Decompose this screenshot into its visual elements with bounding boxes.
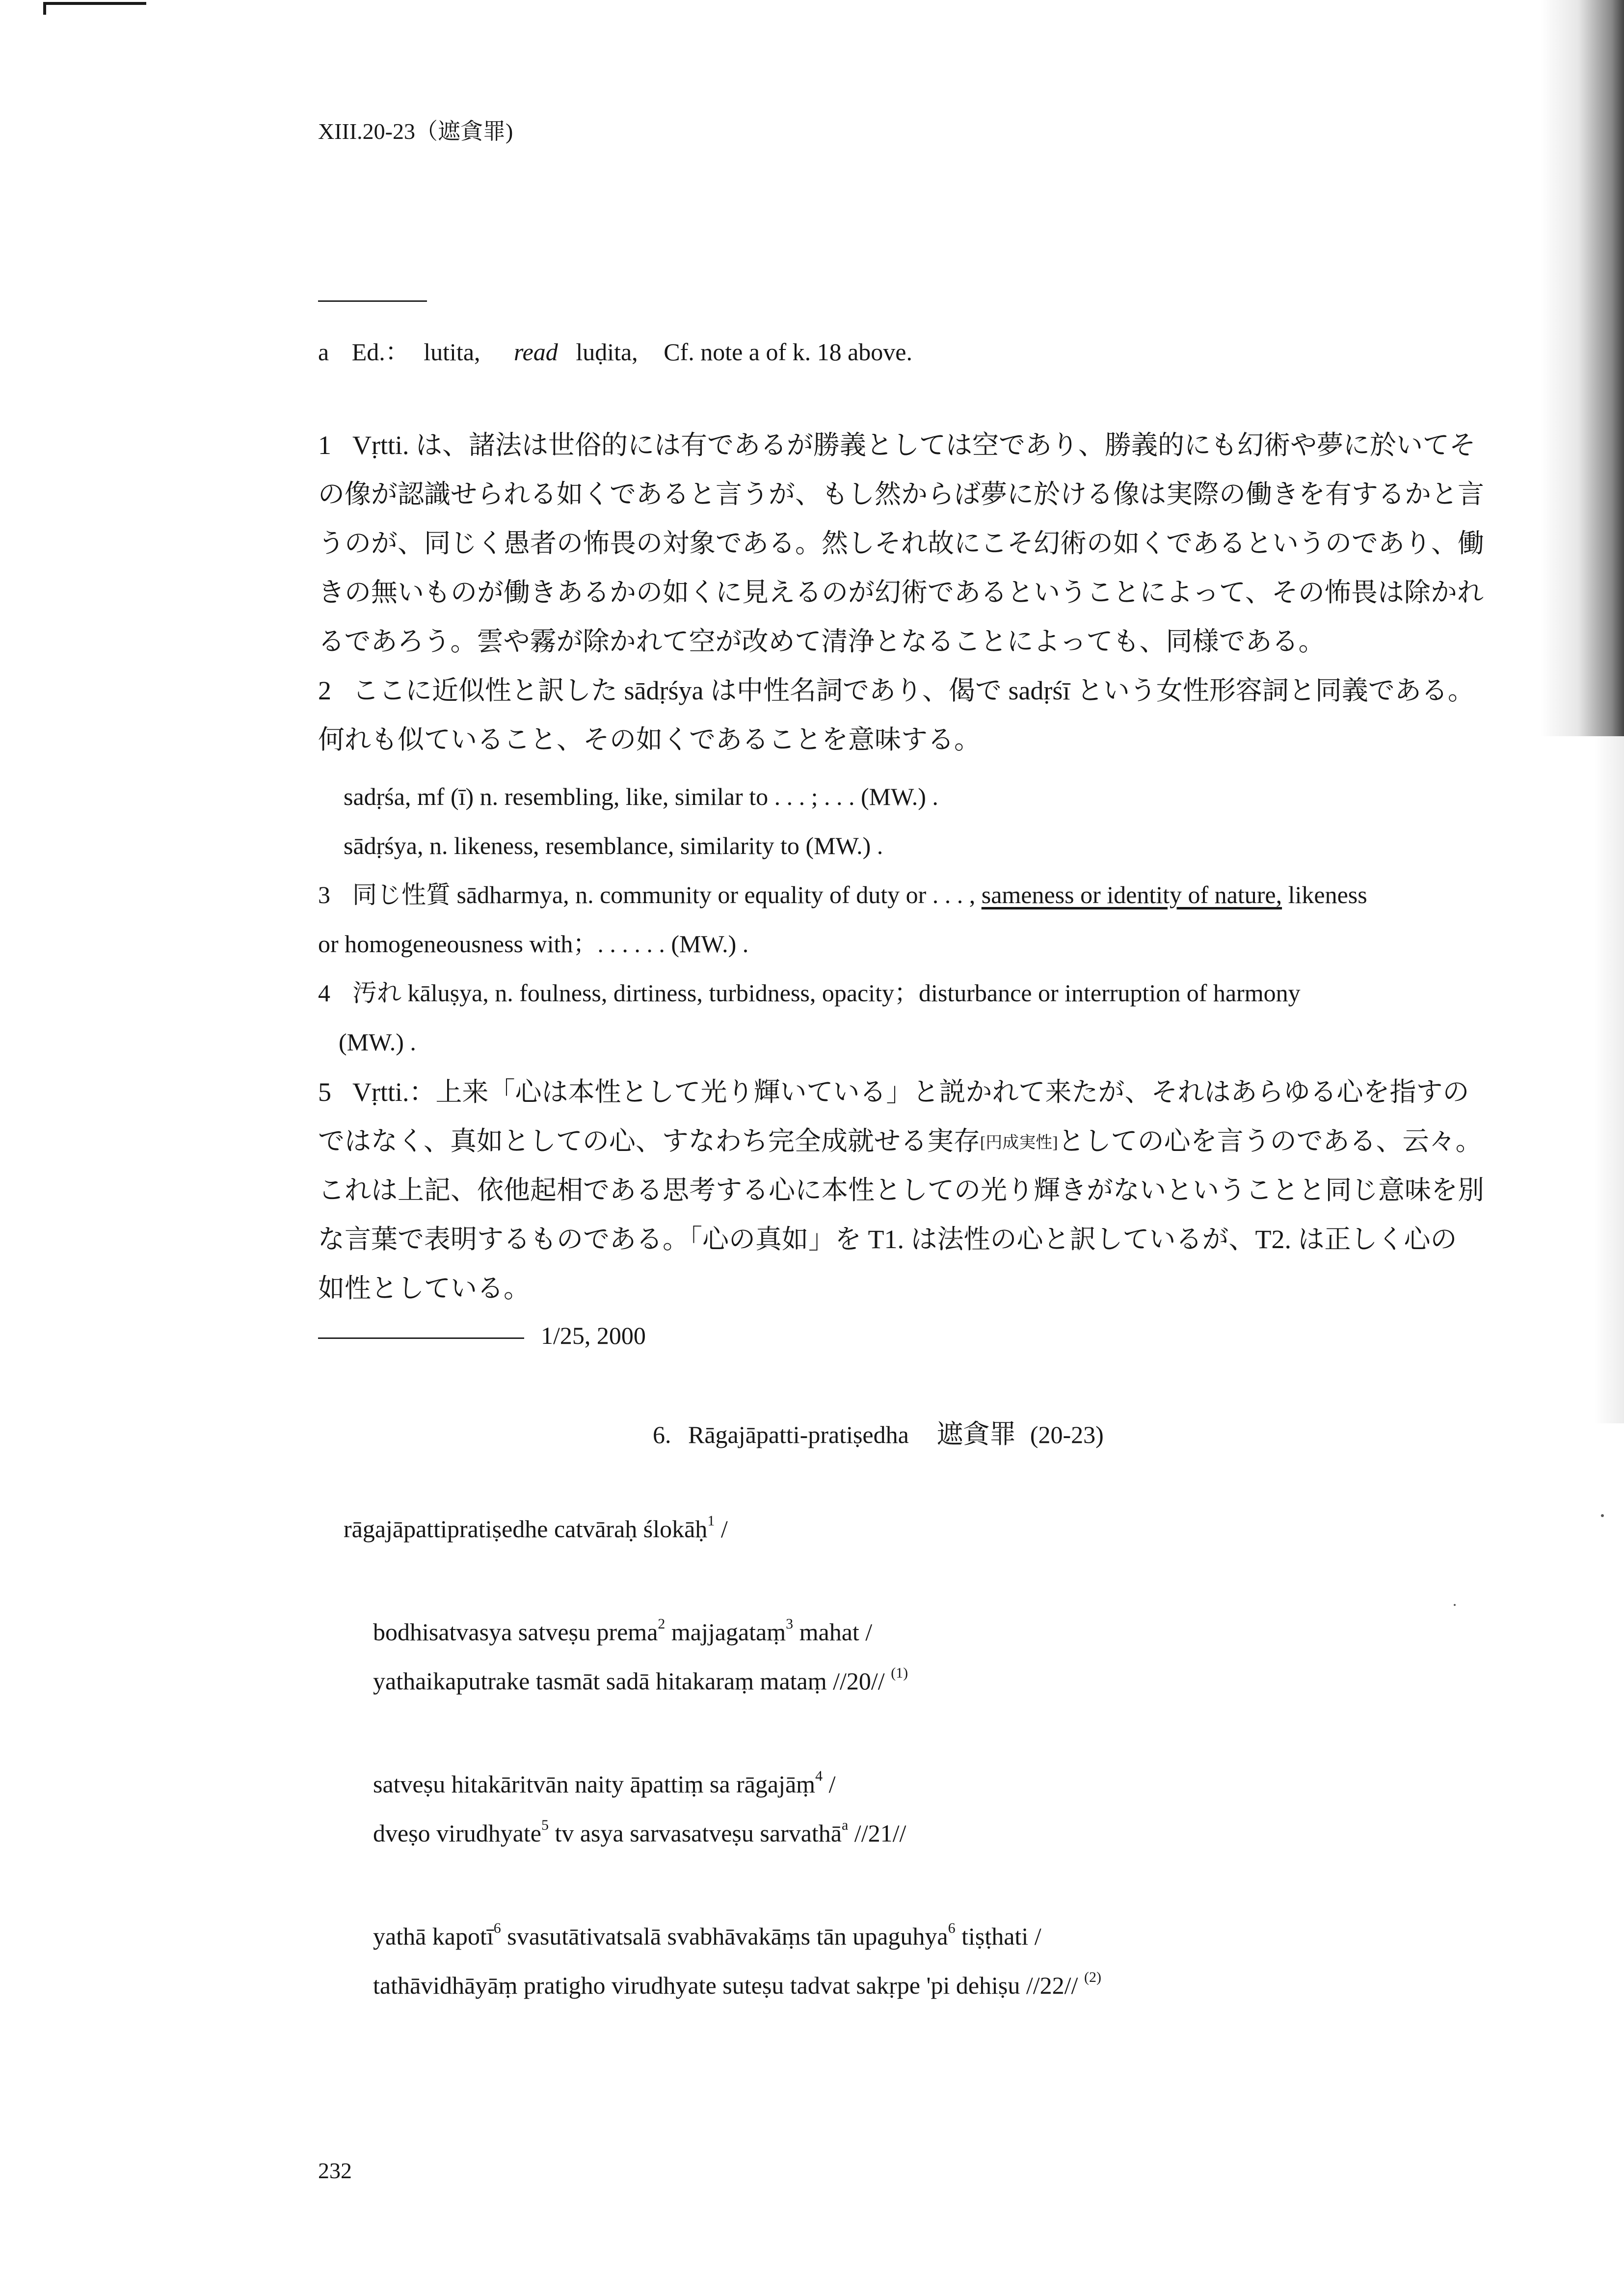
- page-number: 232: [318, 2158, 352, 2183]
- verse-note-ref: (1): [891, 1665, 908, 1681]
- note-word-ludita: luḍita,: [576, 338, 638, 366]
- intro-text: rāgajāpattipratiṣedhe catvāraḥ ślokāḥ: [344, 1515, 708, 1543]
- section-title: Rāgajāpatti-pratiṣedha: [688, 1421, 909, 1448]
- note-2-line: ここに近似性と訳した sādṛśya は中性名詞であり、偈で sadṛśī という女性形容詞と同義である。: [352, 676, 1474, 705]
- verse-text: mahat /: [793, 1618, 873, 1646]
- note-1-line: Vṛtti. は、諸法は世俗的には有であるが勝義としては空であり、勝義的にも幻術や夢に於いてそ: [352, 430, 1476, 460]
- verse-21-line-1: [373, 1768, 836, 1798]
- corner-scan-mark: [43, 2, 146, 5]
- note-3-underlined-phrase: sameness or identity of nature,: [981, 881, 1282, 908]
- note-1-line: うのが、同じく愚者の怖畏の対象である。然しそれ故にこそ幻術の如くであるというのであり、働: [318, 529, 1484, 558]
- note-5-line: Vṛtti.：上来「心は本性として光り輝いている」と説かれて来たが、それはあらゆる心を指すの: [352, 1077, 1469, 1107]
- scan-speck: [1601, 1514, 1604, 1517]
- verse-text: tiṣṭhati /: [955, 1922, 1041, 1950]
- editorial-note-a: [318, 340, 912, 364]
- verse-text: majjagataṃ: [665, 1618, 786, 1646]
- note-word-lutita: lutita,: [424, 338, 480, 366]
- footnote-ref: 5: [541, 1817, 549, 1833]
- intro-tail: /: [715, 1515, 728, 1543]
- note-2-definition-sadrsa: sadṛśa, mf (ī) n. resembling, like, similar to . . . ; . . . (MW.) .: [344, 783, 938, 810]
- verse-text: bodhisatvasya satveṣu prema: [373, 1618, 658, 1646]
- footnote-ref: a: [841, 1817, 849, 1833]
- verse-text: yathaikaputrake tasmāt sadā hitakaraṃ mataṃ //20//: [373, 1667, 891, 1695]
- section-title-jp: 遮貪罪: [936, 1419, 1016, 1449]
- date-rule: [318, 1337, 524, 1339]
- page-edge-shadow: [1541, 0, 1624, 736]
- verse-22-line-2: [373, 1969, 1101, 1999]
- intro-line: [344, 1513, 728, 1543]
- note-3-number: 3: [318, 881, 330, 908]
- date: 1/25, 2000: [541, 1322, 646, 1349]
- note-3-line-2: or homogeneousness with；. . . . . . (MW.) .: [318, 930, 749, 958]
- note-label: Ed.：: [351, 338, 410, 366]
- note-3-line: [352, 882, 1367, 907]
- note-2-number: 2: [318, 676, 331, 705]
- note-5-text-tail: としての心を言うのである、云々。: [1058, 1126, 1482, 1156]
- note-4-line: 汚れ kāluṣya, n. foulness, dirtiness, turbidness, opacity；disturbance or interruption of harmony: [352, 979, 1301, 1007]
- note-5-bracket-gloss: [円成実性]: [980, 1134, 1058, 1152]
- verse-text: tv asya sarvasatveṣu sarvathā: [548, 1819, 842, 1847]
- note-2-definition-sadrsya: sādṛśya, n. likeness, resemblance, similarity to (MW.) .: [344, 832, 883, 859]
- scan-speck: [1454, 1604, 1456, 1606]
- verse-text: //21//: [848, 1819, 906, 1847]
- verse-text: svasutātivatsalā svabhāvakāṃs tān upaguhya: [501, 1922, 948, 1950]
- note-5-line-2: [318, 1128, 1482, 1154]
- verse-21-line-2: [373, 1817, 906, 1847]
- verse-20-line-2: [373, 1665, 908, 1695]
- footnote-ref: 4: [815, 1768, 823, 1784]
- note-5-line: 如性としている。: [318, 1274, 530, 1303]
- footnote-ref: 6: [948, 1920, 956, 1936]
- footnote-ref: 3: [786, 1616, 794, 1632]
- note-cf: Cf. note a of k. 18 above.: [664, 338, 912, 366]
- note-5-line: な言葉で表明するものである。「心の真如」を T1. は法性の心と訳しているが、T2. は正しく心の: [318, 1225, 1457, 1254]
- footnote-ref: 6: [493, 1920, 501, 1936]
- note-1-line: きの無いものが働きあるかの如くに見えるのが幻術であるということによって、その怖畏は除かれ: [318, 578, 1484, 607]
- note-3-definition-tail: likeness: [1288, 881, 1367, 908]
- note-5-number: 5: [318, 1077, 331, 1107]
- note-1-line: の像が認識せられる如くであると言うが、もし然からば夢に於ける像は実際の働きを有するかと言: [318, 480, 1484, 509]
- section-heading: [653, 1421, 1104, 1447]
- footnote-separator: [318, 300, 427, 302]
- verse-text: dveṣo virudhyate: [373, 1819, 541, 1847]
- verse-text: tathāvidhāyāṃ pratigho virudhyate suteṣu tadvat sakṛpe 'pi dehiṣu //22//: [373, 1972, 1084, 1999]
- footnote-ref: 2: [658, 1616, 666, 1632]
- note-2-line: 何れも似ていること、その如くであることを意味する。: [318, 725, 981, 754]
- footnote-ref: 1: [707, 1513, 715, 1529]
- note-5-text: ではなく、真如としての心、すなわち完全成就せる実存: [318, 1126, 980, 1156]
- note-4-number: 4: [318, 979, 330, 1007]
- note-marker: a: [318, 338, 329, 366]
- section-range: (20-23): [1030, 1421, 1104, 1448]
- verse-22-line-1: [373, 1920, 1041, 1950]
- verse-text: yathā kapotī: [373, 1922, 494, 1950]
- section-number: 6.: [653, 1421, 671, 1448]
- note-1-number: 1: [318, 430, 331, 460]
- verse-text: /: [823, 1770, 836, 1798]
- note-3-definition: 同じ性質 sādharmya, n. community or equality of duty or . . . ,: [352, 881, 976, 908]
- verse-note-ref: (2): [1084, 1969, 1101, 1985]
- note-1-line: るであろう。雲や霧が除かれて空が改めて清浄となることによっても、同様である。: [318, 627, 1325, 656]
- note-5-line: これは上記、依他起相である思考する心に本性としての光り輝きがないということと同じ意味を別: [318, 1175, 1484, 1205]
- running-header: XIII.20-23（遮貪罪): [318, 119, 513, 144]
- verse-20-line-1: [373, 1616, 873, 1646]
- page-edge-shadow-lower: [1595, 736, 1624, 1423]
- verse-text: satveṣu hitakāritvān naity āpattiṃ sa rāgajāṃ: [373, 1770, 816, 1798]
- note-4-line-2: (MW.) .: [339, 1028, 416, 1056]
- note-read: read: [514, 338, 558, 366]
